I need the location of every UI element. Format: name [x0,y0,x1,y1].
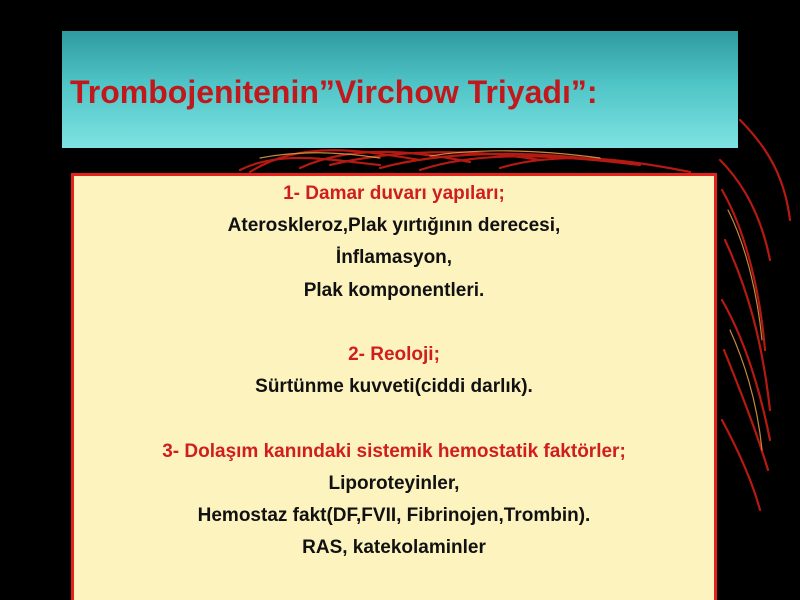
section-1-number: 1- [283,183,301,204]
content-text-block [74,178,714,564]
section-1-item: Plak komponentleri. [303,279,485,301]
section-3-title: Dolaşım kanındaki sistemik hemostatik faktörler; [184,440,626,462]
section-2-item: Sürtünme kuvveti(ciddi darlık). [255,376,533,398]
swirl-line [724,350,768,470]
spacer [74,403,714,435]
section-3-heading [74,436,714,468]
section-1-item: İnflamasyon, [335,247,453,269]
section-3-item: Hemostaz fakt(DF,FVII, Fibrinojen,Trombin). [197,504,591,526]
swirl-line [380,154,600,168]
section-2-number: 2- [348,343,365,365]
section-1-heading [74,178,714,210]
swirl-line [722,420,760,510]
section-1-title: Damar duvarı yapıları; [305,183,505,204]
slide-title: Trombojenitenin”Virchow Triyadı”: [70,74,598,110]
section-3-item: RAS, katekolaminler [302,537,486,559]
swirl-line [740,120,790,220]
section-2-title: Reoloji; [370,343,440,365]
section-1-item: Ateroskleroz,Plak yırtığının derecesi, [227,215,561,237]
title-bar [62,31,738,148]
swirl-line [722,190,765,350]
section-3-item: Liporoteyinler, [328,472,460,494]
section-2-heading [74,339,714,371]
spacer [74,307,714,339]
content-box [71,173,717,600]
section-3-number: 3- [162,440,180,462]
